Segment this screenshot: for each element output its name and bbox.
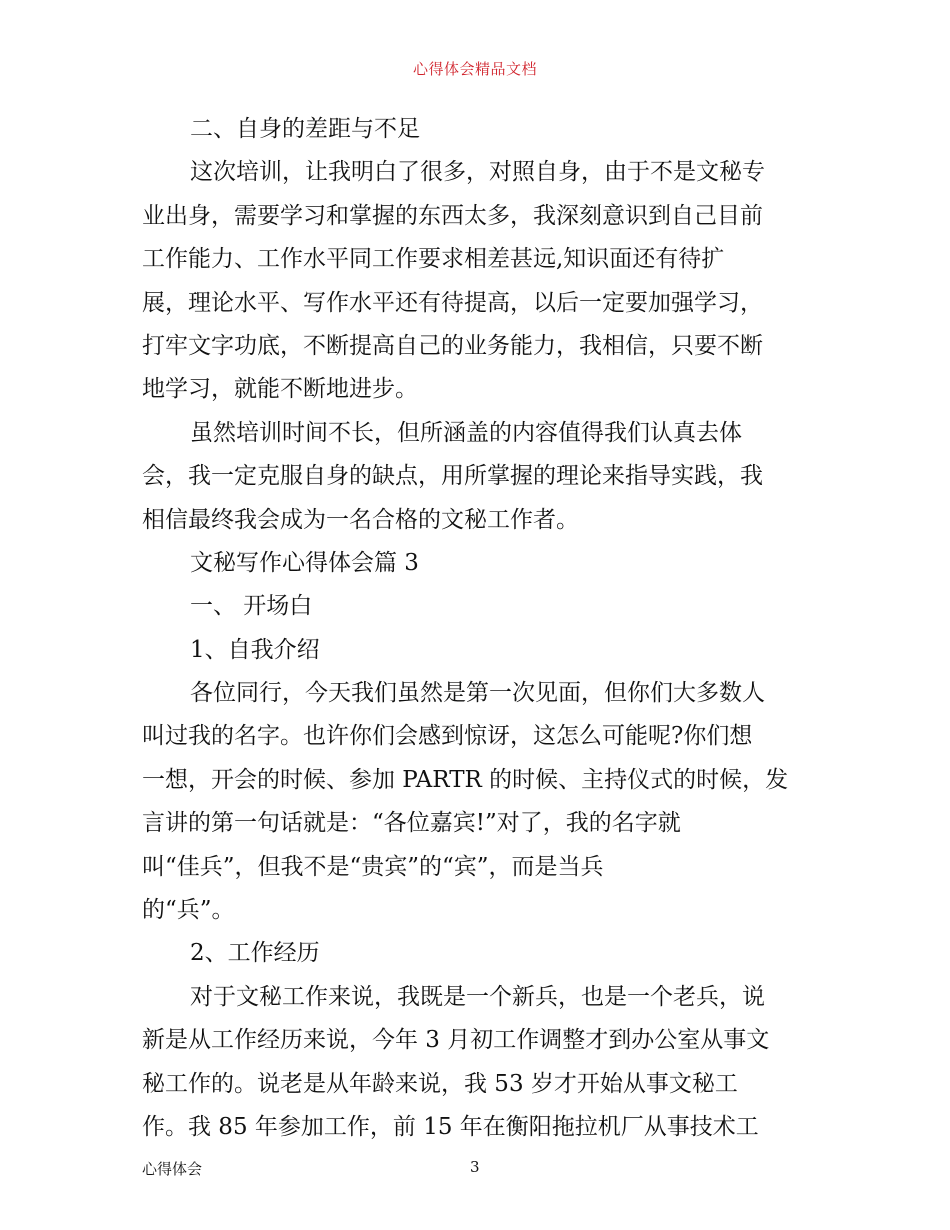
text-line: 一想，开会的时候、参加 PARTR 的时候、主持仪式的时候，发 — [142, 766, 789, 793]
text-line: 秘工作的。说老是从年龄来说，我 53 岁才开始从事文秘工 — [142, 1070, 738, 1097]
text-line: 业出身，需要学习和掌握的东西太多，我深刻意识到自己目前 — [142, 202, 763, 229]
text-line: 展，理论水平、写作水平还有待提高，以后一定要加强学习， — [142, 289, 763, 316]
text-line: 言讲的第一句话就是：“各位嘉宾!”对了，我的名字就 — [142, 810, 681, 837]
document-body — [142, 108, 822, 1149]
footer-label: 心得体会 — [142, 1160, 203, 1178]
text-line: 地学习，就能不断地进步。 — [142, 376, 418, 403]
text-line: 相信最终我会成为一名合格的文秘工作者。 — [142, 506, 579, 533]
text-line: 这次培训，让我明白了很多，对照自身，由于不是文秘专 — [190, 159, 765, 186]
text-line: 虽然培训时间不长，但所涵盖的内容值得我们认真去体 — [190, 419, 742, 446]
text-line: 会，我一定克服自身的缺点，用所掌握的理论来指导实践，我 — [142, 463, 763, 490]
text-line: 叫过我的名字。也许你们会感到惊讶，这怎么可能呢?你们想 — [142, 723, 753, 750]
text-line: 的“兵”。 — [142, 897, 235, 924]
text-line: 2、工作经历 — [190, 940, 320, 967]
text-line: 对于文秘工作来说，我既是一个新兵，也是一个老兵，说 — [190, 983, 765, 1010]
text-line: 打牢文字功底，不断提高自己的业务能力，我相信，只要不断 — [142, 332, 763, 359]
text-line: 叫“佳兵”，但我不是“贵宾”的“宾”，而是当兵 — [142, 853, 604, 880]
text-line: 一、 开场白 — [190, 593, 313, 620]
text-line: 作。我 85 年参加工作，前 15 年在衡阳拖拉机厂从事技术工 — [142, 1113, 759, 1140]
text-line: 各位同行，今天我们虽然是第一次见面，但你们大多数人 — [190, 680, 765, 707]
page-header-title: 心得体会精品文档 — [412, 60, 537, 78]
text-line: 工作能力、工作水平同工作要求相差甚远,知识面还有待扩 — [142, 246, 725, 273]
text-line: 1、自我介绍 — [190, 636, 320, 663]
text-line: 新是从工作经历来说，今年 3 月初工作调整才到办公室从事文 — [142, 1027, 770, 1054]
page-number: 3 — [470, 1158, 480, 1176]
text-line: 二、自身的差距与不足 — [190, 116, 420, 142]
text-line: 文秘写作心得体会篇 3 — [190, 549, 419, 576]
